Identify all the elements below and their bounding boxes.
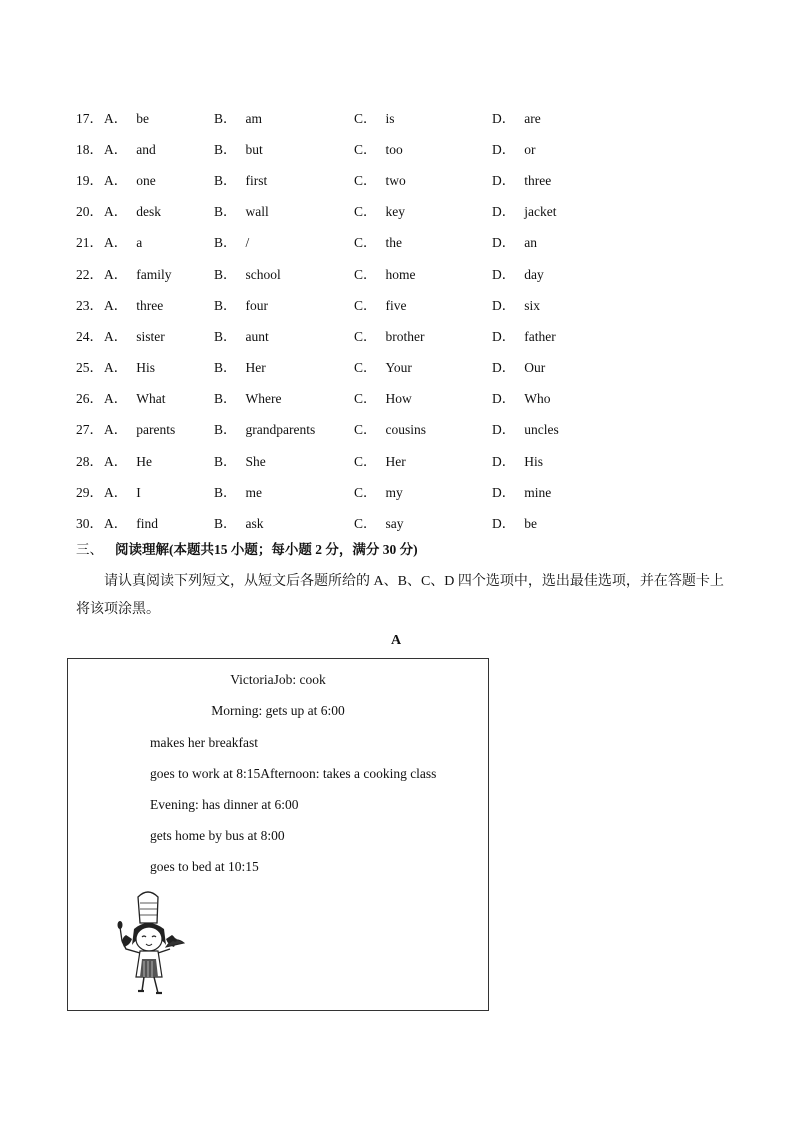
option-label: A． (104, 172, 128, 188)
option-label: C． (354, 360, 377, 376)
option-label: C． (354, 110, 377, 126)
option-b (214, 138, 354, 158)
passage-line-bed: goes to bed at 10:15 (150, 859, 259, 874)
option-text: family (136, 266, 172, 282)
option-text: five (385, 297, 407, 313)
option-text: What (136, 391, 166, 407)
question-row (76, 257, 756, 288)
option-text: Her (245, 360, 266, 376)
option-d (492, 294, 612, 314)
option-label: D． (492, 360, 516, 376)
question-row (76, 226, 756, 257)
passage-line-breakfast: makes her breakfast (150, 735, 258, 750)
option-text: are (524, 110, 541, 126)
option-text: or (524, 141, 536, 157)
option-label: B． (214, 172, 237, 188)
option-c (354, 200, 492, 220)
question-row (76, 101, 756, 132)
option-label: B． (214, 204, 237, 220)
option-a (104, 169, 214, 189)
option-text: a (136, 235, 143, 251)
passage-letter: A (391, 633, 402, 648)
option-label: D． (492, 484, 516, 500)
option-label: A． (104, 484, 128, 500)
option-text: key (385, 204, 406, 220)
option-a (104, 138, 214, 158)
option-text: aunt (245, 328, 269, 344)
option-text: Who (524, 391, 551, 407)
option-label: B． (214, 422, 237, 438)
option-text: and (136, 141, 156, 157)
option-text: three (136, 297, 164, 313)
option-label: D． (492, 110, 516, 126)
option-label: A． (104, 422, 128, 438)
option-label: D． (492, 516, 516, 532)
option-d (492, 450, 612, 470)
option-label: D． (492, 141, 516, 157)
option-text: ask (245, 516, 264, 532)
question-row (76, 195, 756, 226)
question-row (76, 351, 756, 382)
option-text: an (524, 235, 537, 251)
option-text: school (245, 266, 281, 282)
option-label: B． (214, 453, 237, 469)
option-c (354, 169, 492, 189)
option-label: D． (492, 235, 516, 251)
question-number: 26． (76, 391, 103, 407)
option-label: C． (354, 297, 377, 313)
option-text: She (245, 453, 266, 469)
option-text: Our (524, 360, 546, 376)
option-d (492, 418, 612, 438)
option-text: Where (245, 391, 282, 407)
option-a (104, 231, 214, 251)
option-label: D． (492, 422, 516, 438)
option-text: cousins (385, 422, 427, 438)
question-number: 17． (76, 110, 103, 126)
option-b (214, 356, 354, 376)
question-row (76, 475, 756, 506)
option-b (214, 294, 354, 314)
option-text: I (136, 484, 141, 500)
option-text: be (136, 110, 149, 126)
question-number: 25． (76, 360, 103, 376)
option-label: B． (214, 484, 237, 500)
option-d (492, 231, 612, 251)
option-label: C． (354, 422, 377, 438)
option-b (214, 325, 354, 345)
option-text: my (385, 484, 403, 500)
option-label: B． (214, 141, 237, 157)
option-text: mine (524, 484, 552, 500)
option-text: be (524, 516, 537, 532)
option-c (354, 418, 492, 438)
option-b (214, 481, 354, 501)
option-text: am (245, 110, 263, 126)
option-d (492, 512, 612, 532)
option-text: Her (385, 453, 406, 469)
passage-line-evening: Evening: has dinner at 6:00 (150, 797, 299, 812)
option-text: too (385, 141, 403, 157)
question-row (76, 288, 756, 319)
question-number: 28． (76, 453, 103, 469)
option-label: A． (104, 453, 128, 469)
option-a (104, 107, 214, 127)
option-text: four (245, 297, 269, 313)
option-text: six (524, 297, 541, 313)
option-label: D． (492, 391, 516, 407)
option-d (492, 263, 612, 283)
option-d (492, 200, 612, 220)
option-label: A． (104, 516, 128, 532)
option-label: B． (214, 516, 237, 532)
option-a (104, 263, 214, 283)
passage-line-home: gets home by bus at 8:00 (150, 828, 285, 843)
option-label: A． (104, 328, 128, 344)
option-label: C． (354, 328, 377, 344)
option-a (104, 325, 214, 345)
question-number: 24． (76, 328, 103, 344)
option-d (492, 169, 612, 189)
option-text: wall (245, 204, 269, 220)
option-label: B． (214, 297, 237, 313)
passage-line-job: VictoriaJob: cook (230, 672, 326, 687)
option-text: His (524, 453, 544, 469)
option-text: day (524, 266, 544, 282)
question-row (76, 382, 756, 413)
option-text: parents (136, 422, 176, 438)
question-number: 22． (76, 266, 103, 282)
option-c (354, 107, 492, 127)
option-label: B． (214, 110, 237, 126)
question-number: 23． (76, 297, 103, 313)
option-text: Your (385, 360, 412, 376)
option-text: two (385, 172, 406, 188)
option-d (492, 356, 612, 376)
option-c (354, 387, 492, 407)
option-label: B． (214, 391, 237, 407)
option-label: D． (492, 328, 516, 344)
question-row (76, 506, 756, 537)
option-text: first (245, 172, 268, 188)
option-label: D． (492, 172, 516, 188)
option-c (354, 263, 492, 283)
option-label: C． (354, 453, 377, 469)
option-d (492, 481, 612, 501)
option-label: A． (104, 204, 128, 220)
option-text: brother (385, 328, 425, 344)
option-label: A． (104, 360, 128, 376)
option-c (354, 481, 492, 501)
passage-box (67, 658, 489, 1011)
option-d (492, 138, 612, 158)
option-text: How (385, 391, 412, 407)
option-text: desk (136, 204, 161, 220)
option-c (354, 325, 492, 345)
question-number: 29． (76, 484, 103, 500)
option-c (354, 356, 492, 376)
question-list (76, 101, 756, 538)
option-label: A． (104, 235, 128, 251)
option-text: the (385, 235, 403, 251)
option-label: A． (104, 266, 128, 282)
option-text: sister (136, 328, 165, 344)
option-label: C． (354, 516, 377, 532)
option-c (354, 138, 492, 158)
section-heading: 阅读理解(本题共15 小题；每小题 2 分，满分 30 分) (115, 542, 418, 557)
passage-line-morning: Morning: gets up at 6:00 (211, 703, 345, 718)
option-text: His (136, 360, 156, 376)
option-text: but (245, 141, 263, 157)
option-label: A． (104, 391, 128, 407)
option-c (354, 512, 492, 532)
chef-illustration (112, 889, 192, 999)
option-a (104, 418, 214, 438)
option-label: A． (104, 141, 128, 157)
option-text: / (245, 235, 250, 251)
option-text: uncles (524, 422, 559, 438)
question-row (76, 319, 756, 350)
option-label: D． (492, 266, 516, 282)
option-a (104, 200, 214, 220)
option-text: He (136, 453, 152, 469)
option-d (492, 325, 612, 345)
option-label: D． (492, 453, 516, 469)
option-c (354, 231, 492, 251)
option-a (104, 512, 214, 532)
question-row (76, 163, 756, 194)
option-label: C． (354, 235, 377, 251)
instructions: 请认真阅读下列短文，从短文后各题所给的 A、B、C、D 四个选项中，选出最佳选项，并在答题卡上将该项涂黑。 (76, 574, 724, 617)
option-label: C． (354, 141, 377, 157)
option-a (104, 481, 214, 501)
option-label: B． (214, 328, 237, 344)
question-row (76, 444, 756, 475)
option-text: three (524, 172, 552, 188)
option-label: B． (214, 235, 237, 251)
option-b (214, 387, 354, 407)
option-text: is (385, 110, 395, 126)
option-c (354, 450, 492, 470)
passage-line-work: goes to work at 8:15Afternoon: takes a cooking class (150, 766, 437, 781)
option-text: one (136, 172, 156, 188)
question-number: 21． (76, 235, 103, 251)
option-b (214, 263, 354, 283)
option-d (492, 107, 612, 127)
option-label: C． (354, 391, 377, 407)
option-a (104, 450, 214, 470)
option-text: father (524, 328, 556, 344)
option-b (214, 512, 354, 532)
option-a (104, 387, 214, 407)
option-label: B． (214, 266, 237, 282)
option-b (214, 231, 354, 251)
question-number: 30． (76, 516, 103, 532)
option-a (104, 294, 214, 314)
option-label: C． (354, 204, 377, 220)
question-number: 18． (76, 141, 103, 157)
section-title (76, 538, 418, 558)
option-b (214, 169, 354, 189)
option-b (214, 450, 354, 470)
question-number: 19． (76, 172, 103, 188)
option-label: A． (104, 297, 128, 313)
question-number: 20． (76, 204, 103, 220)
option-text: grandparents (245, 422, 316, 438)
option-b (214, 418, 354, 438)
option-label: D． (492, 204, 516, 220)
section-number: 三、 (76, 542, 103, 557)
option-label: C． (354, 484, 377, 500)
option-text: jacket (524, 204, 557, 220)
option-a (104, 356, 214, 376)
question-row (76, 413, 756, 444)
question-row (76, 132, 756, 163)
option-label: C． (354, 172, 377, 188)
option-text: find (136, 516, 158, 532)
question-number: 27． (76, 422, 103, 438)
option-c (354, 294, 492, 314)
option-label: B． (214, 360, 237, 376)
option-label: D． (492, 297, 516, 313)
option-b (214, 107, 354, 127)
option-label: A． (104, 110, 128, 126)
option-text: say (385, 516, 404, 532)
option-b (214, 200, 354, 220)
option-label: C． (354, 266, 377, 282)
option-text: home (385, 266, 416, 282)
option-d (492, 387, 612, 407)
option-text: me (245, 484, 263, 500)
